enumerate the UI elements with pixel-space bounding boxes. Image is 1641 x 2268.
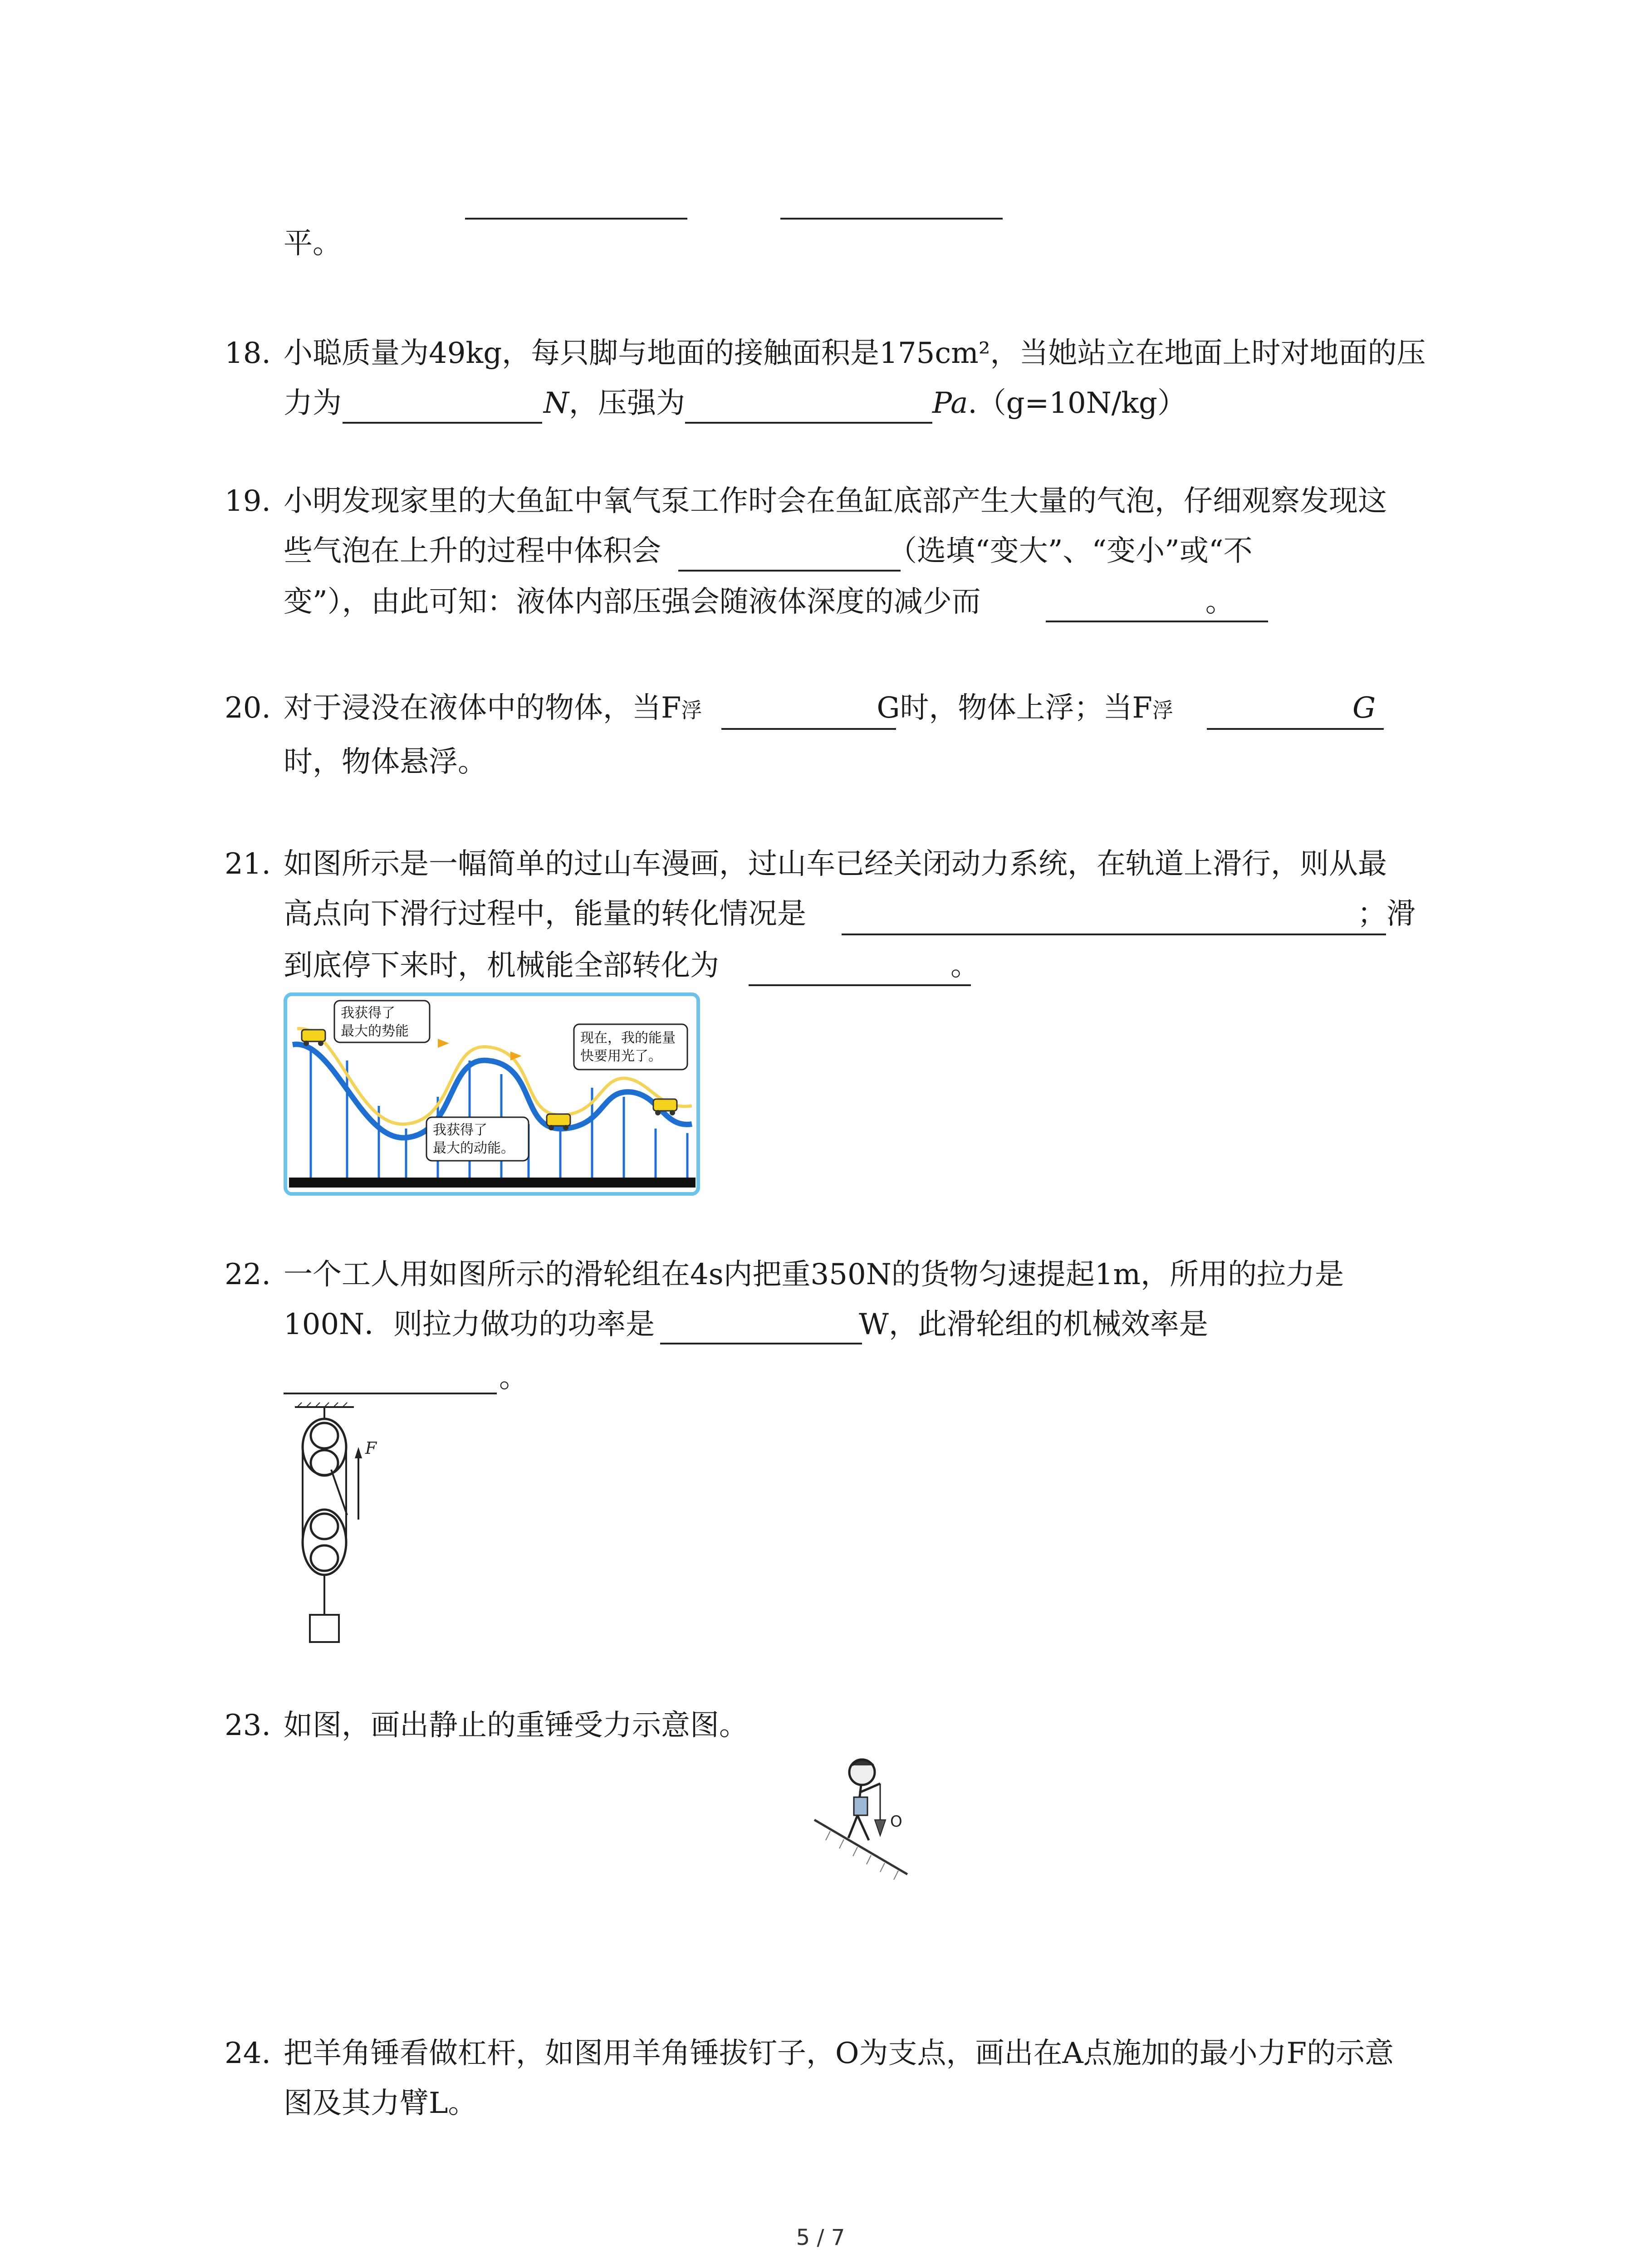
q21-number: 21.	[225, 847, 271, 881]
speech-bubble-right	[574, 1024, 687, 1070]
q20-sub-1: 浮	[681, 698, 702, 723]
q21-line1: 如图所示是一幅简单的过山车漫画，过山车已经关闭动力系统，在轨道上滑行，则从最	[284, 847, 1387, 881]
ground	[289, 1178, 696, 1188]
q20-text-c: G	[1352, 691, 1376, 725]
bubble-right-line2: 快要用光了。	[580, 1048, 662, 1064]
q24-line2: 图及其力臂L。	[284, 2087, 477, 2120]
q22-text-b: W，此滑轮组的机械效率是	[859, 1308, 1208, 1341]
force-label: F	[365, 1439, 377, 1458]
page-number: 5 / 7	[796, 2225, 845, 2250]
q18-blank-2[interactable]	[685, 422, 932, 424]
q18-unit-pa: Pa	[932, 386, 968, 420]
q20-blank-1[interactable]	[721, 728, 896, 730]
q18-line1: 小聪质量为49kg，每只脚与地面的接触面积是175cm²，当她站立在地面上时对地面的压	[284, 337, 1426, 370]
q22-text-a: 100N．则拉力做功的功率是	[284, 1308, 655, 1341]
q23-line1: 如图，画出静止的重锤受力示意图。	[284, 1709, 748, 1742]
q20-number: 20.	[225, 691, 271, 725]
cargo-box	[310, 1615, 339, 1642]
bubble-middle-line2: 最大的动能。	[433, 1140, 514, 1156]
force-arrow-head	[355, 1447, 362, 1458]
q19-number: 19.	[225, 484, 271, 518]
q19-text-c: 变”），由此可知：液体内部压强会随液体深度的减少而	[284, 585, 981, 619]
q24-number: 24.	[225, 2037, 271, 2070]
q20-text-b: G时，物体上浮；当F	[877, 691, 1152, 725]
bubble-right-line1: 现在，我的能量	[580, 1030, 676, 1046]
q20-sub-2: 浮	[1152, 698, 1173, 723]
fixed-pulley	[303, 1419, 346, 1476]
q24-line1: 把羊角锤看做杠杆，如图用羊角锤拔钉子，O为支点，画出在A点施加的最小力F的示意	[284, 2037, 1394, 2070]
q19-line3	[284, 585, 1234, 619]
q22-blank-1[interactable]	[660, 1343, 862, 1344]
pulley-figure	[290, 1402, 399, 1656]
roller-coaster-figure	[284, 992, 701, 1197]
q21-blank-1[interactable]	[842, 934, 1386, 935]
q18-unit-n: N	[544, 386, 569, 420]
q19-line1: 小明发现家里的大鱼缸中氧气泵工作时会在鱼缸底部产生大量的气泡，仔细观察发现这	[284, 484, 1387, 518]
q21-line2	[284, 899, 1416, 929]
q21-text-c: 到底停下来时，机械能全部转化为	[284, 949, 719, 982]
bubble-top-line2: 最大的势能	[341, 1023, 409, 1039]
q21-text-b: ；滑	[1357, 897, 1416, 931]
q20-blank-2[interactable]	[1207, 728, 1384, 730]
q23-number: 23.	[225, 1709, 271, 1742]
bubble-middle-line1: 我获得了	[433, 1122, 487, 1138]
q19-text-b: （选填“变大”、“变小”或“不	[888, 534, 1253, 568]
q19-line2	[284, 534, 1253, 568]
plumb-bob	[875, 1820, 886, 1836]
q19-text-d: 。	[1205, 585, 1234, 619]
q18-number: 18.	[225, 337, 271, 370]
q22-number: 22.	[225, 1258, 271, 1291]
q22-line3: 。	[499, 1361, 528, 1394]
q18-text-a: 力为	[284, 386, 342, 420]
speech-bubble-top	[334, 1001, 430, 1042]
blank-17a[interactable]	[465, 218, 687, 220]
q18-blank-1[interactable]	[343, 422, 542, 424]
q20-line2: 时，物体悬浮。	[284, 745, 487, 779]
q19-blank-1[interactable]	[678, 570, 901, 572]
plumb-bob-figure	[812, 1752, 926, 1888]
point-o-label: O	[890, 1813, 902, 1831]
blank-17b[interactable]	[780, 218, 1003, 220]
q22-line1: 一个工人用如图所示的滑轮组在4s内把重350N的货物匀速提起1m，所用的拉力是	[284, 1258, 1344, 1291]
q22-line2	[284, 1310, 1208, 1339]
q18-line2	[284, 386, 1187, 420]
q20-line1	[284, 691, 1376, 725]
q19-text-a: 些气泡在上升的过程中体积会	[284, 534, 661, 568]
q19-blank-2[interactable]	[1046, 621, 1268, 622]
q21-text-d: 。	[950, 949, 980, 982]
q18-text-c: .（g=10N/kg）	[968, 386, 1187, 420]
q21-line3	[284, 951, 980, 980]
q21-blank-2[interactable]	[749, 984, 971, 986]
speech-bubble-middle	[426, 1117, 529, 1161]
movable-pulley	[303, 1510, 346, 1575]
q17-tail: 平。	[284, 227, 342, 260]
q20-text-a: 对于浸没在液体中的物体，当F	[284, 691, 681, 725]
q22-blank-2[interactable]	[284, 1393, 497, 1394]
bubble-top-line1: 我获得了	[341, 1005, 395, 1021]
q21-text-a: 高点向下滑行过程中，能量的转化情况是	[284, 897, 806, 931]
q18-text-b: ，压强为	[569, 386, 685, 420]
